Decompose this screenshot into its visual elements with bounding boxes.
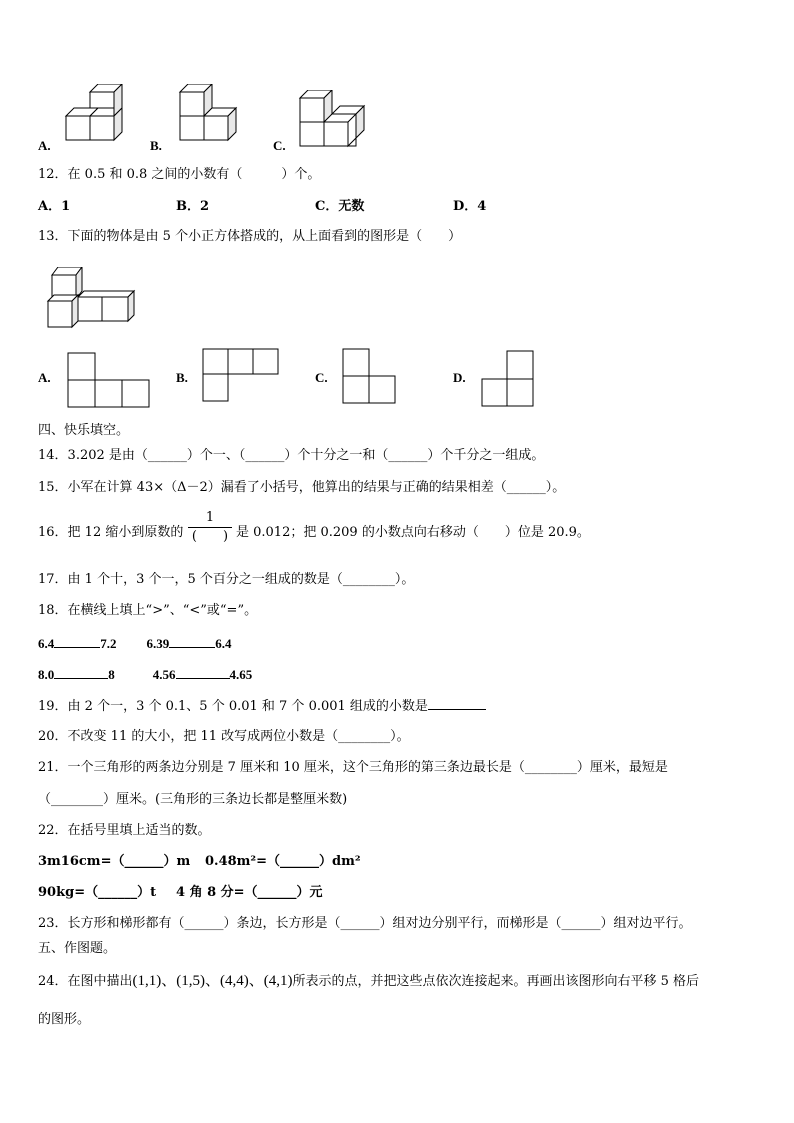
- q24-suffix: 所表示的点，并把这些点依次连接起来。再画出该图形向右平移 5 格后: [292, 974, 700, 989]
- q22-row1b: 0.48m²=（______）dm²: [205, 854, 361, 869]
- q18-r2-d: 4.65: [229, 667, 253, 682]
- q18-blank-3[interactable]: [54, 667, 108, 679]
- q13-option-a[interactable]: A.: [38, 370, 51, 385]
- q12-option-d[interactable]: D．4: [453, 199, 487, 214]
- q13-option-d-grid: [481, 350, 537, 412]
- q18-r2-b: 8: [108, 667, 115, 682]
- q13-option-c[interactable]: C.: [315, 370, 328, 385]
- q13-option-c-grid: [342, 348, 400, 410]
- q22-row2b: 4 角 8 分=（______）元: [176, 885, 323, 900]
- q18-r1-c: 6.39: [146, 636, 170, 651]
- q19-blank[interactable]: [428, 698, 486, 710]
- q12-option-a[interactable]: A．1: [38, 199, 71, 214]
- q23-text: 23．长方形和梯形都有（______）条边，长方形是（______）组对边分别平行，而梯形是（______）组对边平行。: [38, 916, 692, 931]
- q18-r2-a: 8.0: [38, 667, 55, 682]
- q18-stem: 18．在横线上填上“>”、“<”或“=”。: [38, 603, 258, 618]
- q16-prefix: 16．把 12 缩小到原数的: [38, 525, 184, 540]
- q11-figure-c: [298, 90, 370, 154]
- q22-row2a: 90kg=（______）t: [38, 885, 157, 900]
- q24-line2: 的图形。: [38, 1012, 91, 1027]
- q17-text: 17．由 1 个十，3 个一，5 个百分之一组成的数是（________）。: [38, 572, 415, 587]
- q11-option-c[interactable]: C.: [273, 138, 286, 153]
- q18-blank-4[interactable]: [176, 667, 230, 679]
- q18-blank-2[interactable]: [169, 636, 215, 648]
- q11-figure-b: [176, 84, 244, 150]
- q18-r1-b: 7.2: [100, 636, 117, 651]
- q24-line1: [38, 973, 699, 990]
- q18-row2: [38, 667, 252, 683]
- q18-blank-1[interactable]: [54, 636, 100, 648]
- q11-figure-a: [62, 84, 124, 150]
- section-5-heading: 五、作图题。: [38, 941, 117, 956]
- q13-option-b[interactable]: B.: [176, 370, 188, 385]
- q22-row1a: 3m16cm=（______）m: [38, 854, 191, 869]
- q11-option-b[interactable]: B.: [150, 138, 162, 153]
- section-4-heading: 四、快乐填空。: [38, 423, 130, 438]
- q20-text: 20．不改变 11 的大小，把 11 改写成两位小数是（________）。: [38, 729, 410, 744]
- q18-r2-c: 4.56: [152, 667, 176, 682]
- q13-option-b-grid: [202, 348, 282, 408]
- q19-stem: 19．由 2 个一，3 个 0.1、5 个 0.01 和 7 个 0.001 组成的小数是: [38, 699, 428, 714]
- q21-line1: 21．一个三角形的两条边分别是 7 厘米和 10 厘米，这个三角形的第三条边最长是（________）厘米，最短是: [38, 760, 668, 775]
- q15-text: 15．小军在计算 43×（Δ－2）漏看了小括号，他算出的结果与正确的结果相差（______）。: [38, 480, 566, 495]
- q16-fraction: [186, 510, 234, 545]
- q14-text: 14．3.202 是由（______）个一、（______）个十分之一和（______）个千分之一组成。: [38, 448, 545, 463]
- q13-option-a-grid: [67, 352, 153, 412]
- q16-fraction-denominator[interactable]: ( ): [191, 529, 229, 544]
- q13-solid-figure: [46, 267, 138, 333]
- q18-row1: [38, 636, 232, 652]
- q13-stem: 13．下面的物体是由 5 个小正方体搭成的，从上面看到的图形是（ ）: [38, 229, 462, 244]
- q18-r1-a: 6.4: [38, 636, 55, 651]
- q19-text: [38, 698, 486, 715]
- q24-prefix: 24．在图中描出: [38, 974, 133, 989]
- q12-option-c[interactable]: C．无数: [315, 199, 365, 214]
- q22-stem: 22．在括号里填上适当的数。: [38, 823, 211, 838]
- q24-points: (1,1)、(1,5)、(4,4)、(4,1): [132, 973, 293, 989]
- q21-line2: （________）厘米。(三角形的三条边长都是整厘米数): [38, 792, 348, 807]
- q16-fraction-numerator: 1: [205, 510, 215, 525]
- q18-r1-d: 6.4: [215, 636, 232, 651]
- q16-suffix: 是 0.012；把 0.209 的小数点向右移动（ ）位是 20.9。: [236, 525, 590, 540]
- q16-fraction-bar: [188, 527, 232, 528]
- q12-option-b[interactable]: B．2: [176, 199, 210, 214]
- q13-option-d[interactable]: D.: [453, 370, 466, 385]
- q11-option-a[interactable]: A.: [38, 138, 51, 153]
- q12-stem: 12．在 0.5 和 0.8 之间的小数有（ ）个。: [38, 167, 321, 182]
